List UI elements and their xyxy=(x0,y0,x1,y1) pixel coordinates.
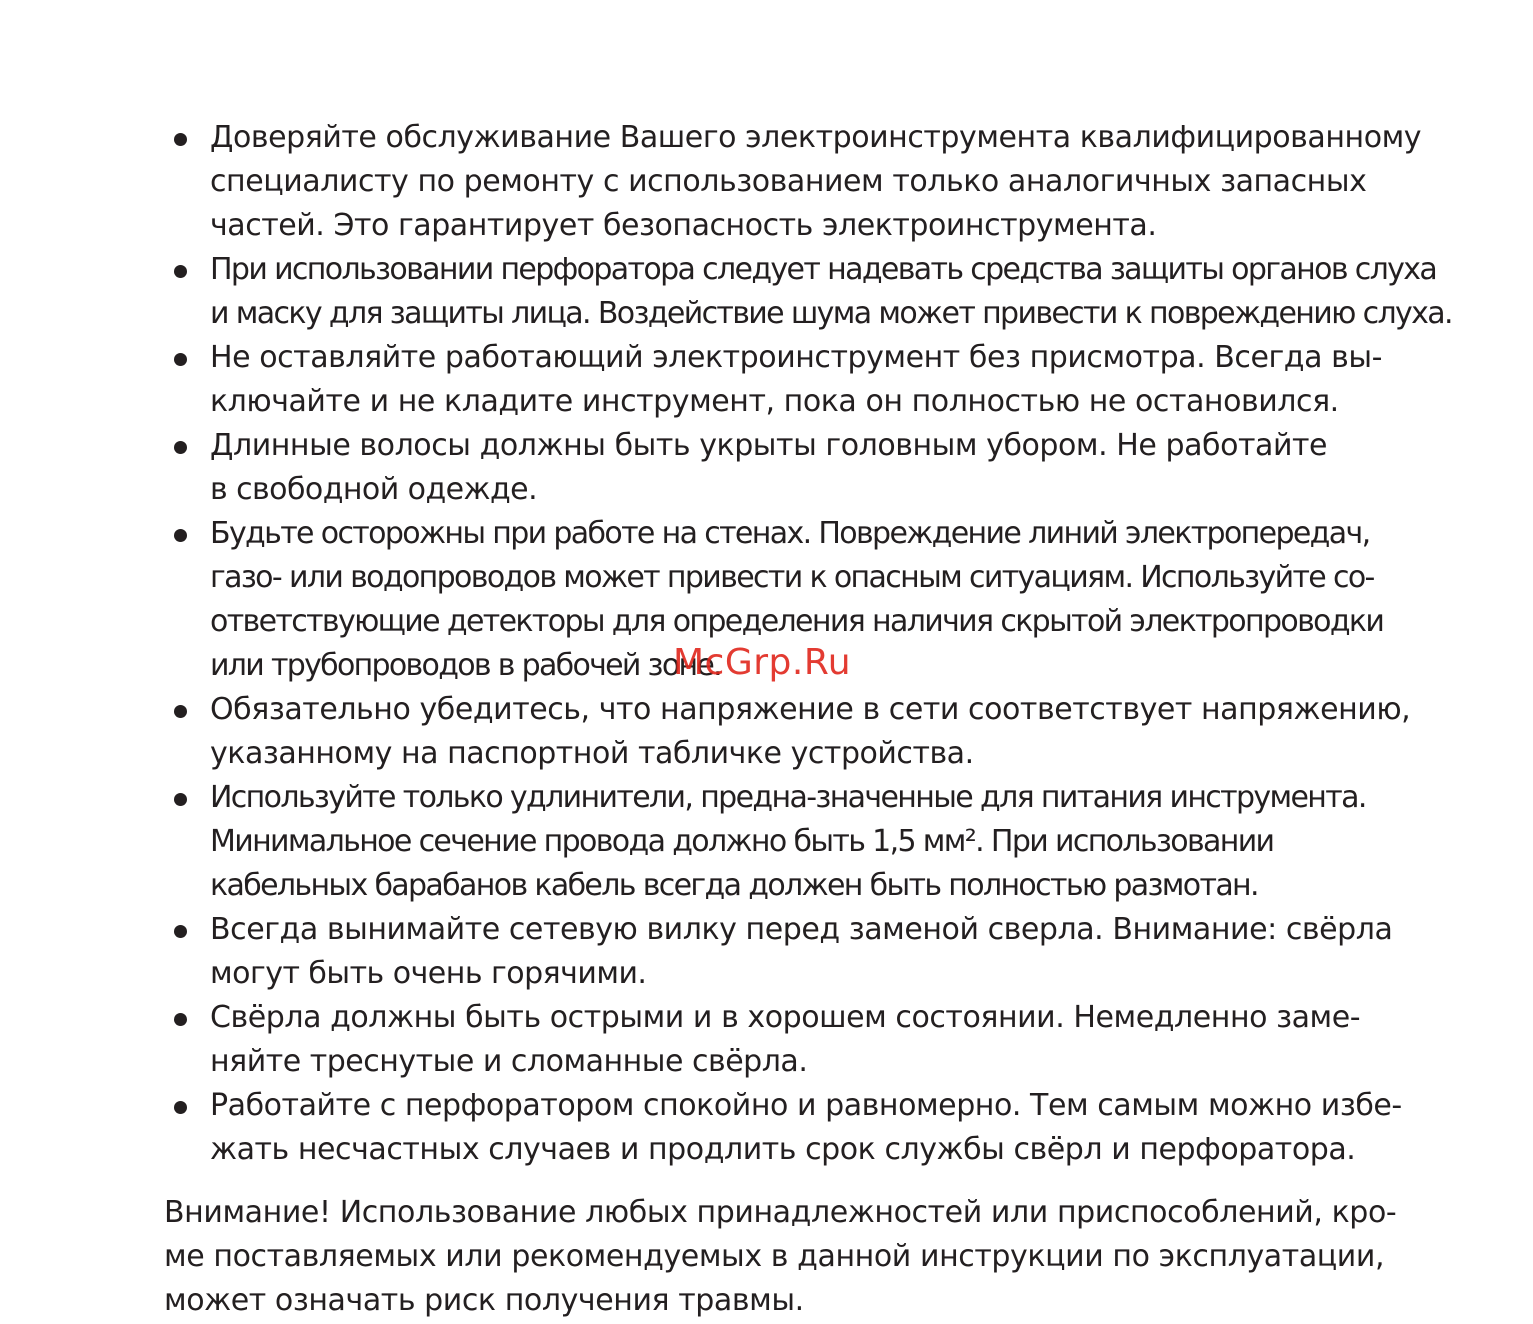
text-line: няйте треснутые и сломанные свёрла. xyxy=(210,1044,808,1079)
bullet-icon xyxy=(174,1013,187,1026)
bullet-icon xyxy=(174,925,187,938)
bullet-icon xyxy=(174,529,187,542)
list-item xyxy=(172,776,1531,908)
text-line: ключайте и не кладите инструмент, пока он полностью не остановился. xyxy=(210,384,1339,419)
list-item xyxy=(172,512,1531,688)
text-line: Минимальное сечение провода должно быть 1,5 мм². При использовании xyxy=(210,824,1274,859)
text-line: ответствующие детекторы для определения наличия скрытой электропроводки xyxy=(210,604,1384,639)
text-line: Внимание! Использование любых принадлежностей или приспособлений, кро- xyxy=(164,1195,1397,1230)
text-line: Обязательно убедитесь, что напряжение в сети соответствует напряжению, xyxy=(210,692,1411,727)
list-item xyxy=(172,248,1531,336)
text-line: При использовании перфоратора следует надевать средства защиты органов слуха xyxy=(210,252,1437,287)
bullet-icon xyxy=(174,441,187,454)
text-line: Доверяйте обслуживание Вашего электроинструмента квалифицированному xyxy=(210,120,1422,155)
text-line: и маску для защиты лица. Воздействие шума может привести к повреждению слуха. xyxy=(210,296,1452,331)
list-item xyxy=(172,1084,1531,1172)
text-line: Будьте осторожны при работе на стенах. Повреждение линий электропередач, xyxy=(210,516,1370,551)
text-line: указанному на паспортной табличке устройства. xyxy=(210,736,974,771)
text-line: может означать риск получения травмы. xyxy=(164,1283,804,1318)
bullet-icon xyxy=(174,133,187,146)
warning-paragraph xyxy=(164,1191,1529,1323)
text-line: частей. Это гарантирует безопасность электроинструмента. xyxy=(210,208,1157,243)
list-item xyxy=(172,908,1531,996)
bullet-icon xyxy=(174,265,187,278)
text-line: Работайте с перфоратором спокойно и равномерно. Тем самым можно избе- xyxy=(210,1088,1402,1123)
list-item xyxy=(172,424,1531,512)
text-line: газо- или водопроводов может привести к опасным ситуациям. Используйте со- xyxy=(210,560,1374,595)
text-line: Не оставляйте работающий электроинструмент без присмотра. Всегда вы- xyxy=(210,340,1382,375)
text-line: жать несчастных случаев и продлить срок службы свёрл и перфоратора. xyxy=(210,1132,1356,1167)
bullet-icon xyxy=(174,705,187,718)
bullet-icon xyxy=(174,1101,187,1114)
safety-instructions-list xyxy=(172,116,1531,1172)
list-item xyxy=(172,688,1531,776)
text-line: Используйте только удлинители, предна-значенные для питания инструмента. xyxy=(210,780,1366,815)
list-item xyxy=(172,116,1531,248)
text-line: Свёрла должны быть острыми и в хорошем состоянии. Немедленно заме- xyxy=(210,1000,1361,1035)
text-line: ме поставляемых или рекомендуемых в данной инструкции по эксплуатации, xyxy=(164,1239,1385,1274)
text-line: специалисту по ремонту с использованием только аналогичных запасных xyxy=(210,164,1367,199)
text-line: могут быть очень горячими. xyxy=(210,956,647,991)
text-line: кабельных барабанов кабель всегда должен быть полностью размотан. xyxy=(210,868,1258,903)
text-line: Длинные волосы должны быть укрыты головным убором. Не работайте xyxy=(210,428,1328,463)
bullet-icon xyxy=(174,793,187,806)
text-line: Всегда вынимайте сетевую вилку перед заменой сверла. Внимание: свёрла xyxy=(210,912,1393,947)
list-item xyxy=(172,996,1531,1084)
bullet-icon xyxy=(174,353,187,366)
text-line: или трубопроводов в рабочей зоне. xyxy=(210,648,722,683)
text-line: в свободной одежде. xyxy=(210,472,538,507)
list-item xyxy=(172,336,1531,424)
watermark: McGrp.Ru xyxy=(673,642,852,683)
